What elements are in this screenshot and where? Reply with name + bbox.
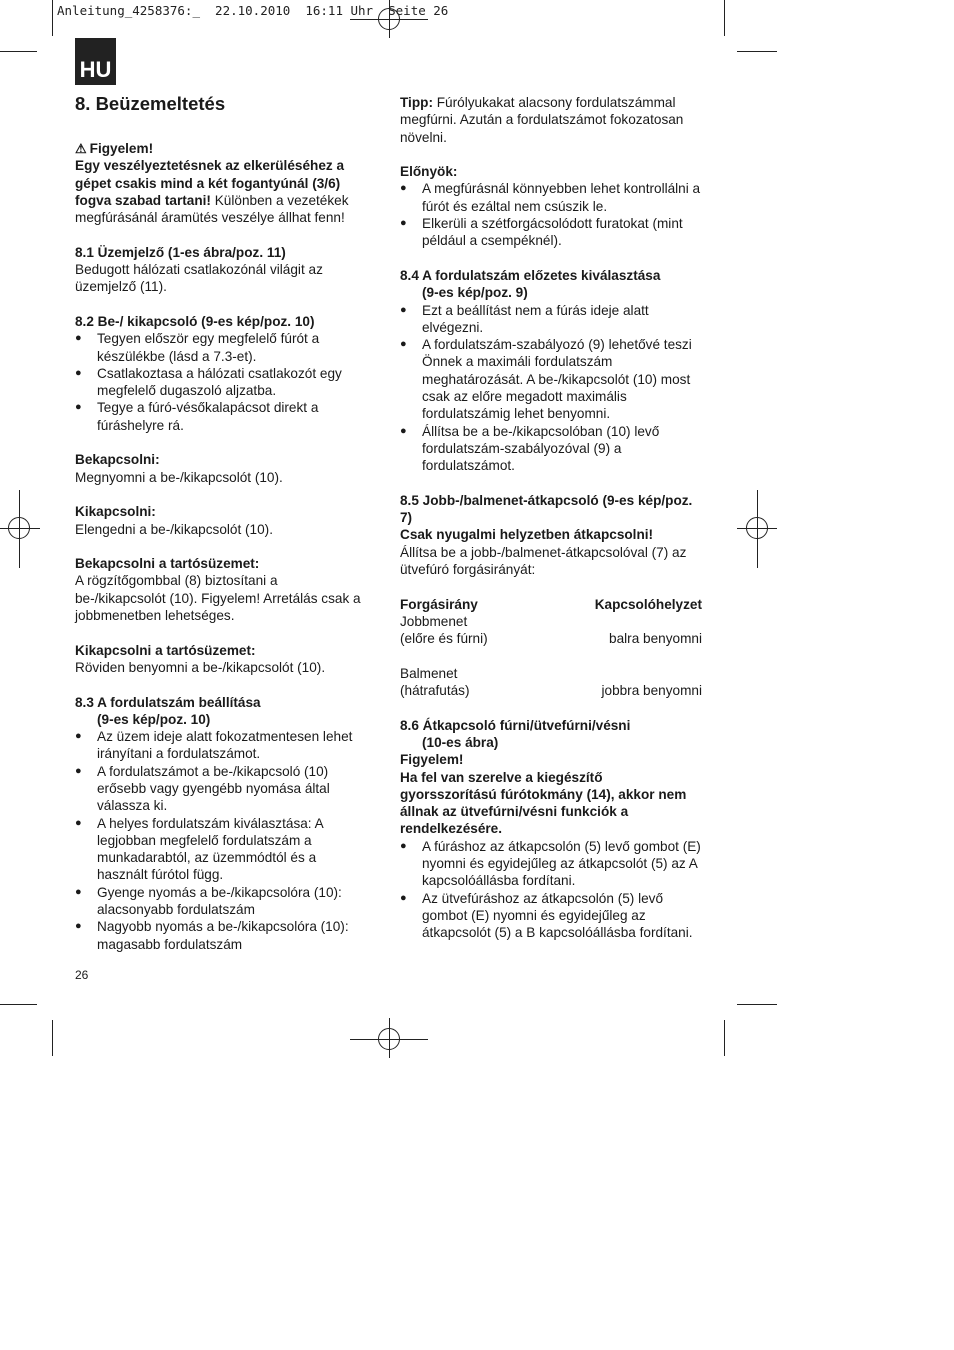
right-column bbox=[400, 94, 702, 942]
crop-mark bbox=[52, 0, 53, 36]
left-column bbox=[75, 140, 370, 953]
paragraph: Elengedni a be-/kikapcsolót (10). bbox=[75, 521, 273, 537]
warning-text: Csak nyugalmi helyzetben átkapcsolni! bbox=[400, 527, 654, 543]
crop-mark bbox=[724, 1020, 725, 1056]
table-cell: Balmenet bbox=[400, 665, 458, 681]
bullet-list bbox=[400, 838, 702, 942]
subheading: Kikapcsolni: bbox=[75, 504, 156, 520]
warning-bold-text: Egy veszélyeztetésnek az elkerüléséhez a gépet csakis mind a két fogantyúnál (3/6) fogva szabad tartani! bbox=[75, 158, 345, 208]
tip-text: Fúrólyukakat alacsony fordulatszámmal megfúrni. Azután a fordulatszámot fokozatosan növelni. bbox=[400, 95, 684, 145]
section-subheading: (9-es kép/poz. 10) bbox=[97, 711, 211, 727]
list-item: ● Ezt a beállítást nem a fúrás ideje alatt elvégezni. bbox=[400, 302, 702, 337]
table-cell: balra benyomni bbox=[609, 631, 702, 647]
list-item: ● A fordulatszámot a be-/kikapcsoló (10) erősebb vagy gyengébb nyomása által válassza ki. bbox=[75, 763, 370, 815]
bullet-list bbox=[75, 728, 370, 953]
warning-text: Különben a vezetékek megfúrásánál áramütés veszélye állhat fenn! bbox=[75, 192, 349, 226]
section-subheading: (10-es ábra) bbox=[422, 734, 499, 750]
list-item: ● Csatlakoztasa a hálózati csatlakozót egy megfelelő dugaszoló aljzatba. bbox=[75, 365, 370, 400]
table-header-direction: Forgásirány bbox=[400, 596, 478, 612]
warning-title: Figyelem! bbox=[400, 752, 464, 768]
section-heading: 8.2 Be-/ kikapcsoló (9-es kép/poz. 10) bbox=[75, 313, 315, 329]
section-heading: 8.4 A fordulatszám előzetes kiválasztása bbox=[400, 267, 661, 283]
section-heading: 8.3 A fordulatszám beállítása bbox=[75, 694, 261, 710]
page-number: 26 bbox=[75, 968, 89, 982]
crop-mark bbox=[0, 51, 37, 52]
paragraph: Bedugott hálózati csatlakozónál világit az üzemjelző (11). bbox=[75, 262, 323, 295]
crop-mark bbox=[0, 1004, 37, 1005]
registration-mark bbox=[757, 490, 758, 568]
section-subheading: (9-es kép/poz. 9) bbox=[422, 285, 528, 301]
tip-label: Tipp: bbox=[400, 95, 433, 110]
list-item: ● Nagyobb nyomás a be-/kikapcsolóra (10): magasabb fordulatszám bbox=[75, 918, 370, 953]
page-title: 8. Beüzemeltetés bbox=[75, 93, 226, 114]
warning-text: Ha fel van szerelve a kiegészítő gyorsszorítású fúrótokmány (14), akkor nem állnak az ütvefúrni/vésni funkciók a rendelkezésére. bbox=[400, 769, 687, 837]
list-item: ● A helyes fordulatszám kiválasztása: A legjobban megfelelő fordulatszám a munkadarabtól, az üzemmódtól és a használt fúrótol függ. bbox=[75, 815, 370, 884]
paragraph: Megnyomni a be-/kikapcsolót (10). bbox=[75, 469, 283, 485]
section-heading: 8.1 Üzemjelző (1-es ábra/poz. 11) bbox=[75, 244, 286, 260]
warning-triangle-icon: ⚠ bbox=[75, 141, 87, 156]
section-heading: 8.5 Jobb-/balmenet-átkapcsoló (9-es kép/poz. 7) bbox=[400, 492, 693, 526]
crop-mark bbox=[737, 51, 777, 52]
list-item: ● Állítsa be a be-/kikapcsolóban (10) levő fordulatszám-szabályozóval (9) a fordulatszámot. bbox=[400, 423, 702, 475]
list-item: ● Az üzem ideje alatt fokozatmentesen lehet irányítani a fordulatszámot. bbox=[75, 728, 370, 763]
warning-title: Figyelem! bbox=[89, 141, 154, 156]
list-item: ● Az ütvefúráshoz az átkapcsolón (5) levő gombot (E) nyomni és egyidejűleg az átkapcsolót (5) a B kapcsolóállásba fordítani. bbox=[400, 890, 702, 942]
subheading: Bekapcsolni: bbox=[75, 452, 160, 468]
table-cell: Jobbmenet bbox=[400, 613, 468, 629]
registration-mark bbox=[19, 490, 20, 568]
language-badge: HU bbox=[75, 38, 116, 85]
crop-mark bbox=[724, 0, 725, 36]
paragraph: Állítsa be a jobb-/balmenet-átkapcsolóval (7) az ütvefúró forgásirányát: bbox=[400, 544, 687, 578]
subheading: Előnyök: bbox=[400, 164, 458, 180]
list-item: ● Tegyen először egy megfelelő fúrót a készülékbe (lásd a 7.3-et). bbox=[75, 330, 370, 365]
list-item: ● A fúráshoz az átkapcsolón (5) levő gombot (E) nyomni és egyidejűleg az átkapcsolót (5) az A kapcsolóállásba fordítani. bbox=[400, 838, 702, 890]
table-cell: jobbra benyomni bbox=[601, 683, 702, 699]
table-cell: (hátrafutás) bbox=[400, 683, 470, 699]
registration-mark bbox=[0, 528, 40, 529]
bullet-list bbox=[400, 180, 702, 249]
paragraph: A rögzítőgombbal (8) biztosítani a be-/kikapcsolót (10). Figyelem! Arretálás csak a jobbmenetben lehetséges. bbox=[75, 573, 361, 624]
subheading: Bekapcsolni a tartósüzemet: bbox=[75, 556, 260, 572]
table-header-switch: Kapcsolóhelyzet bbox=[594, 596, 702, 612]
bullet-list bbox=[75, 330, 370, 434]
paragraph: Röviden benyomni a be-/kikapcsolót (10). bbox=[75, 659, 326, 675]
print-info-header: Anleitung_4258376:_ 22.10.2010 16:11 Uhr Seite 26 bbox=[57, 3, 449, 18]
section-heading: 8.6 Átkapcsoló fúrni/ütvefúrni/vésni bbox=[400, 717, 631, 733]
list-item: ● Tegye a fúró-vésőkalapácsot direkt a fúráshelyre rá. bbox=[75, 399, 370, 434]
list-item: ● Gyenge nyomás a be-/kikapcsolóra (10): alacsonyabb fordulatszám bbox=[75, 884, 370, 919]
direction-table bbox=[400, 596, 702, 700]
list-item: ● Elkerüli a szétforgácsolódott furatokat (mint például a csempéknél). bbox=[400, 215, 702, 250]
list-item: ● A megfúrásnál könnyebben lehet kontrollálni a fúrót és ezáltal nem csúszik le. bbox=[400, 180, 702, 215]
bullet-list bbox=[400, 302, 702, 475]
subheading: Kikapcsolni a tartósüzemet: bbox=[75, 642, 256, 658]
crop-mark bbox=[52, 1020, 53, 1056]
list-item: ● A fordulatszám-szabályozó (9) lehetővé teszi Önnek a maximáli fordulatszám meghatározását. A be-/kikapcsolót (10) most csak az előre megadott maximális fordulatszámig lehet benyomni. bbox=[400, 336, 702, 422]
registration-mark bbox=[389, 1018, 390, 1058]
table-cell: (előre és fúrni) bbox=[400, 631, 488, 647]
crop-mark bbox=[737, 1004, 777, 1005]
